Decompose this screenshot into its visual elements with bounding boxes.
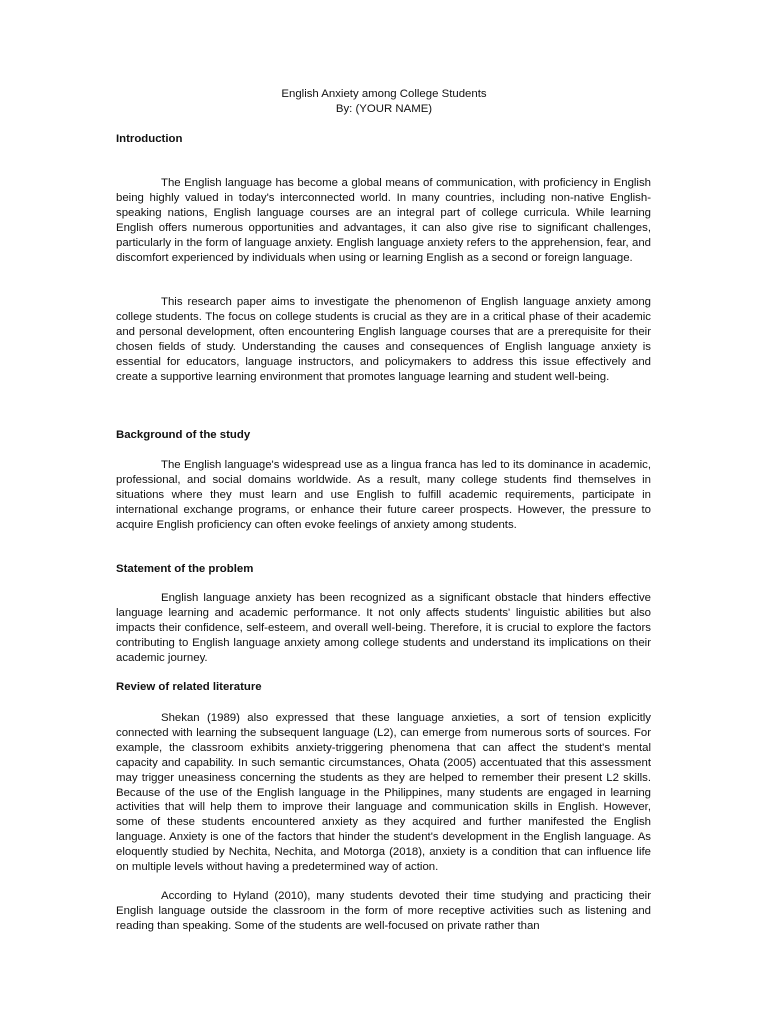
paragraph-introduction-2: This research paper aims to investigate the phenomenon of English language anxiety among college students. The focus on college students is crucial as they are in a critical phase of their academic and personal development, often encountering English language courses that are a prerequisite for their chosen fields of study. Understanding the causes and consequences of English language anxiety is essential for educators, language instructors, and policymakers to address this issue effectively and create a supportive learning environment that promotes language learning and student well-being. [116, 296, 651, 383]
heading-introduction: Introduction [116, 133, 183, 145]
document-byline: By: (YOUR NAME) [335, 103, 433, 115]
heading-review: Review of related literature [116, 681, 262, 693]
paragraph-statement-1: English language anxiety has been recognized as a significant obstacle that hinders effective language learning and academic performance. It not only affects students' linguistic abilities but also impacts their confidence, self-esteem, and overall well-being. Therefore, it is crucial to explore the factors contributing to English language anxiety among college students and understand its implications on their academic journey. [116, 592, 651, 664]
paragraph-introduction-1: The English language has become a global means of communication, with proficiency in English being highly valued in today's interconnected world. In many countries, including non-native English-speaking nations, English language courses are an integral part of college curricula. While learning English offers numerous opportunities and advantages, it can also give rise to significant challenges, particularly in the form of language anxiety. English language anxiety refers to the apprehension, fear, and discomfort experienced by individuals when using or learning English as a second or foreign language. [116, 177, 651, 264]
paragraph-background-1: The English language's widespread use as a lingua franca has led to its dominance in academic, professional, and social domains worldwide. As a result, many college students find themselves in situations where they must learn and use English to fulfill academic requirements, participate in international exchange programs, or enhance their future career prospects. However, the pressure to acquire English proficiency can often evoke feelings of anxiety among students. [116, 459, 651, 531]
title-block [0, 87, 768, 117]
paragraph-review-2: According to Hyland (2010), many students devoted their time studying and practicing their English language outside the classroom in the form of more receptive activities such as listening and reading than speaking. Some of the students are well-focused on private rather than [116, 890, 651, 932]
paragraph-review-1: Shekan (1989) also expressed that these language anxieties, a sort of tension explicitly connected with learning the subsequent language (L2), can emerge from numerous sorts of sources. For example, the classroom exhibits anxiety-triggering phenomena that can affect the student's mental capacity and capability. In such semantic circumstances, Ohata (2005) accentuated that this assessment may trigger uneasiness concerning the students as they are helped to remember their present L2 skills. Because of the use of the English language in the Philippines, many students are engaged in learning activities that will help them to improve their language and communication skills in English. However, some of these students encountered anxiety as they acquired and further manifested the English language. Anxiety is one of the factors that hinder the student's development in the English language. As eloquently studied by Nechita, Nechita, and Motorga (2018), anxiety is a condition that can influence life on multiple levels without having a predetermined way of action. [116, 712, 651, 874]
heading-background: Background of the study [116, 429, 251, 441]
document-title: English Anxiety among College Students [281, 88, 487, 100]
heading-statement: Statement of the problem [116, 563, 254, 575]
